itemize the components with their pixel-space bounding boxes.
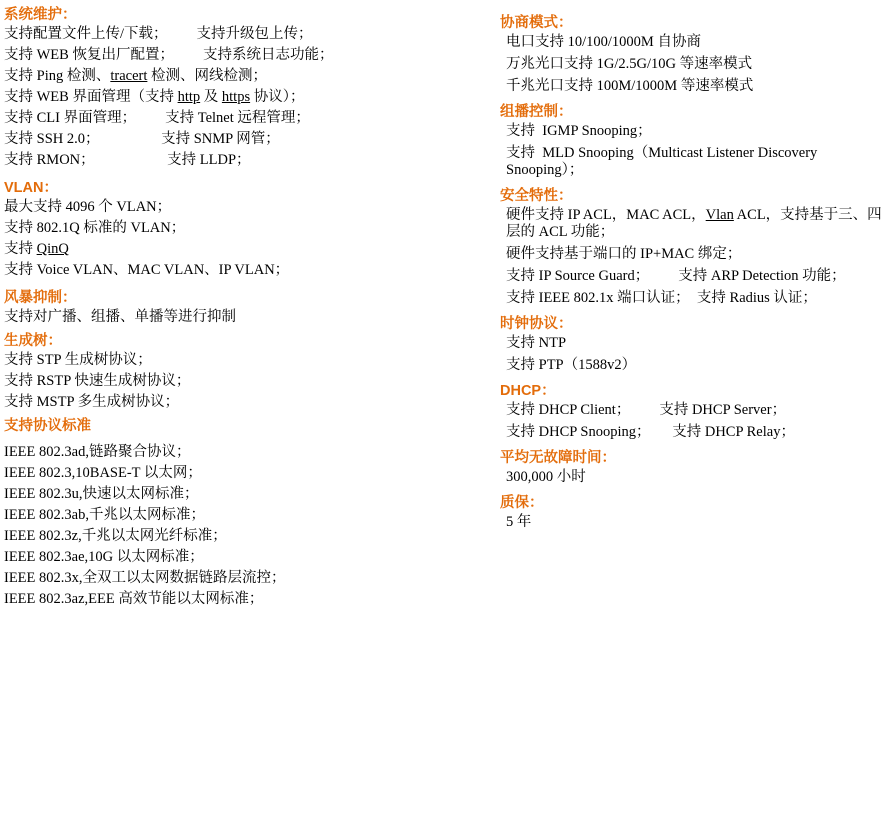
spec-line: 支持 IP Source Guard； 支持 ARP Detection 功能； [506,268,846,284]
section-multicast-control [500,103,882,184]
spec-line: 300,000 小时 [506,469,586,485]
section-security-features [500,187,882,312]
spec-line: 5 年 [506,514,532,530]
spec-line: 硬件支持基于端口的 IP+MAC 绑定； [506,246,742,262]
spec-line: IEEE 802.3ab,千兆以太网标准； [4,507,205,523]
spec-line: 支持 DHCP Client； 支持 DHCP Server； [506,402,787,418]
spec-line: 电口支持 10/100/1000M 自协商 [506,34,701,50]
section-heading: 风暴抑制： [4,290,77,306]
spec-line: 支持 RSTP 快速生成树协议； [4,373,191,389]
section-heading: 系统维护： [4,7,77,23]
spec-line: 支持 DHCP Snooping； 支持 DHCP Relay； [506,424,795,440]
section-system-maintenance [4,6,484,173]
spec-line: 支持 NTP [506,335,567,351]
spec-line: 支持对广播、组播、单播等进行抑制 [4,309,236,325]
spec-line: 支持 PTP（1588v2） [506,357,637,373]
section-heading: 协商模式： [500,15,573,31]
spec-line: 支持 Voice VLAN、MAC VLAN、IP VLAN； [4,262,290,278]
underlined-term: tracert [110,68,148,84]
spec-line: IEEE 802.3u,快速以太网标准； [4,486,199,502]
section-clock-protocol [500,315,882,379]
spec-line: 支持 Ping 检测、tracert 检测、网线检测； [4,68,267,84]
section-heading: 质保： [500,495,544,511]
section-heading: VLAN： [4,180,58,196]
underlined-term: Vlan [705,207,734,223]
spec-line: 支持 IGMP Snooping； [506,123,652,139]
spec-line: IEEE 802.3ae,10G 以太网标准； [4,549,204,565]
section-heading: 时钟协议： [500,316,573,332]
underlined-term: QinQ [36,241,69,257]
spec-line: 最大支持 4096 个 VLAN； [4,199,172,215]
spec-line: 支持 STP 生成树协议； [4,352,152,368]
section-heading: 生成树： [4,333,62,349]
underlined-term: https [221,89,251,105]
spec-line: IEEE 802.3az,EEE 高效节能以太网标准； [4,591,264,607]
underlined-term: http [177,89,201,105]
spec-line: 千兆光口支持 100M/1000M 等速率模式 [506,78,754,94]
left-column [4,0,484,614]
spec-line: 支持 IEEE 802.1x 端口认证； 支持 Radius 认证； [506,290,817,306]
spec-line: 支持 CLI 界面管理； 支持 Telnet 远程管理； [4,110,310,126]
section-spanning-tree [4,332,484,415]
spec-line: IEEE 802.3ad,链路聚合协议； [4,444,191,460]
section-heading: 支持协议标准 [4,418,91,434]
section-mtbf [500,449,882,491]
spec-line: 支持 SSH 2.0； 支持 SNMP 网管； [4,131,280,147]
section-heading: 组播控制： [500,104,573,120]
section-heading: 平均无故障时间： [500,450,616,466]
section-dhcp [500,382,882,446]
section-heading: DHCP： [500,383,556,399]
spec-line: 支持 MSTP 多生成树协议； [4,394,180,410]
spec-line: IEEE 802.3,10BASE-T 以太网； [4,465,202,481]
section-protocol-standards [4,417,484,612]
right-column [500,0,882,539]
spec-line: 支持配置文件上传/下载； 支持升级包上传； [4,26,313,42]
spec-line: 硬件支持 IP ACL，MAC ACL，Vlan ACL，支持基于三、四层的 ACL 功能； [506,207,882,240]
spec-line: 支持 WEB 恢复出厂配置； 支持系统日志功能； [4,47,334,63]
heading-gap [4,437,484,444]
spec-line: 万兆光口支持 1G/2.5G/10G 等速率模式 [506,56,753,72]
spec-line: 支持 802.1Q 标准的 VLAN； [4,220,186,236]
spec-line: IEEE 802.3x,全双工以太网数据链路层流控； [4,570,286,586]
section-vlan [4,179,484,283]
section-heading: 安全特性： [500,188,573,204]
spec-line: 支持 RMON； 支持 LLDP； [4,152,251,168]
spec-line: 支持 MLD Snooping（Multicast Listener Discovery Snooping）； [506,145,821,178]
section-warranty [500,494,882,536]
spec-line: IEEE 802.3z,千兆以太网光纤标准； [4,528,227,544]
spec-line: 支持 QinQ [4,241,69,257]
section-negotiation-mode [500,14,882,100]
section-storm-control [4,289,484,330]
spec-line: 支持 WEB 界面管理（支持 http 及 https 协议）； [4,89,305,105]
